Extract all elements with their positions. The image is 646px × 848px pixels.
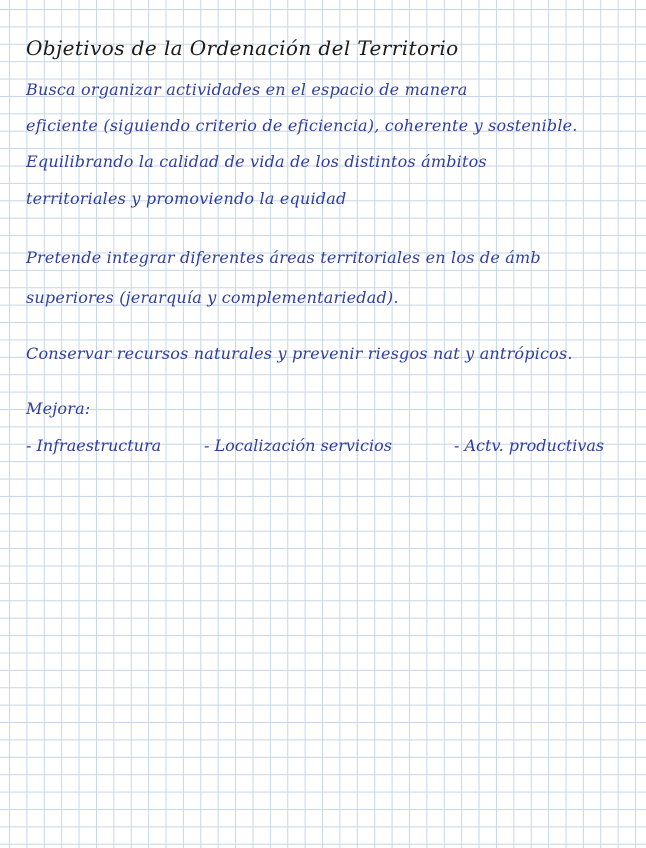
note-line-7: Conservar recursos naturales y prevenir riesgos nat y antrópicos. (26, 344, 573, 363)
note-line-6: superiores (jerarquía y complementariedad). (26, 288, 399, 307)
improvement-list (26, 436, 626, 460)
list-item-localizacion: - Localización servicios (204, 436, 392, 455)
note-line-3: Equilibrando la calidad de vida de los distintos ámbitos (26, 152, 487, 171)
note-line-1: Busca organizar actividades en el espacio de manera (26, 80, 468, 99)
note-line-5: Pretende integrar diferentes áreas territoriales en los de ámb (26, 248, 541, 267)
note-line-8: Mejora: (26, 399, 91, 418)
note-line-2: eficiente (siguiendo criterio de eficiencia), coherente y sostenible. (26, 116, 578, 135)
page-title: Objetivos de la Ordenación del Territorio (26, 36, 459, 60)
list-item-infraestructura: - Infraestructura (26, 436, 162, 455)
note-line-4: territoriales y promoviendo la equidad (26, 189, 347, 208)
list-item-actividades: - Actv. productivas (454, 436, 605, 455)
